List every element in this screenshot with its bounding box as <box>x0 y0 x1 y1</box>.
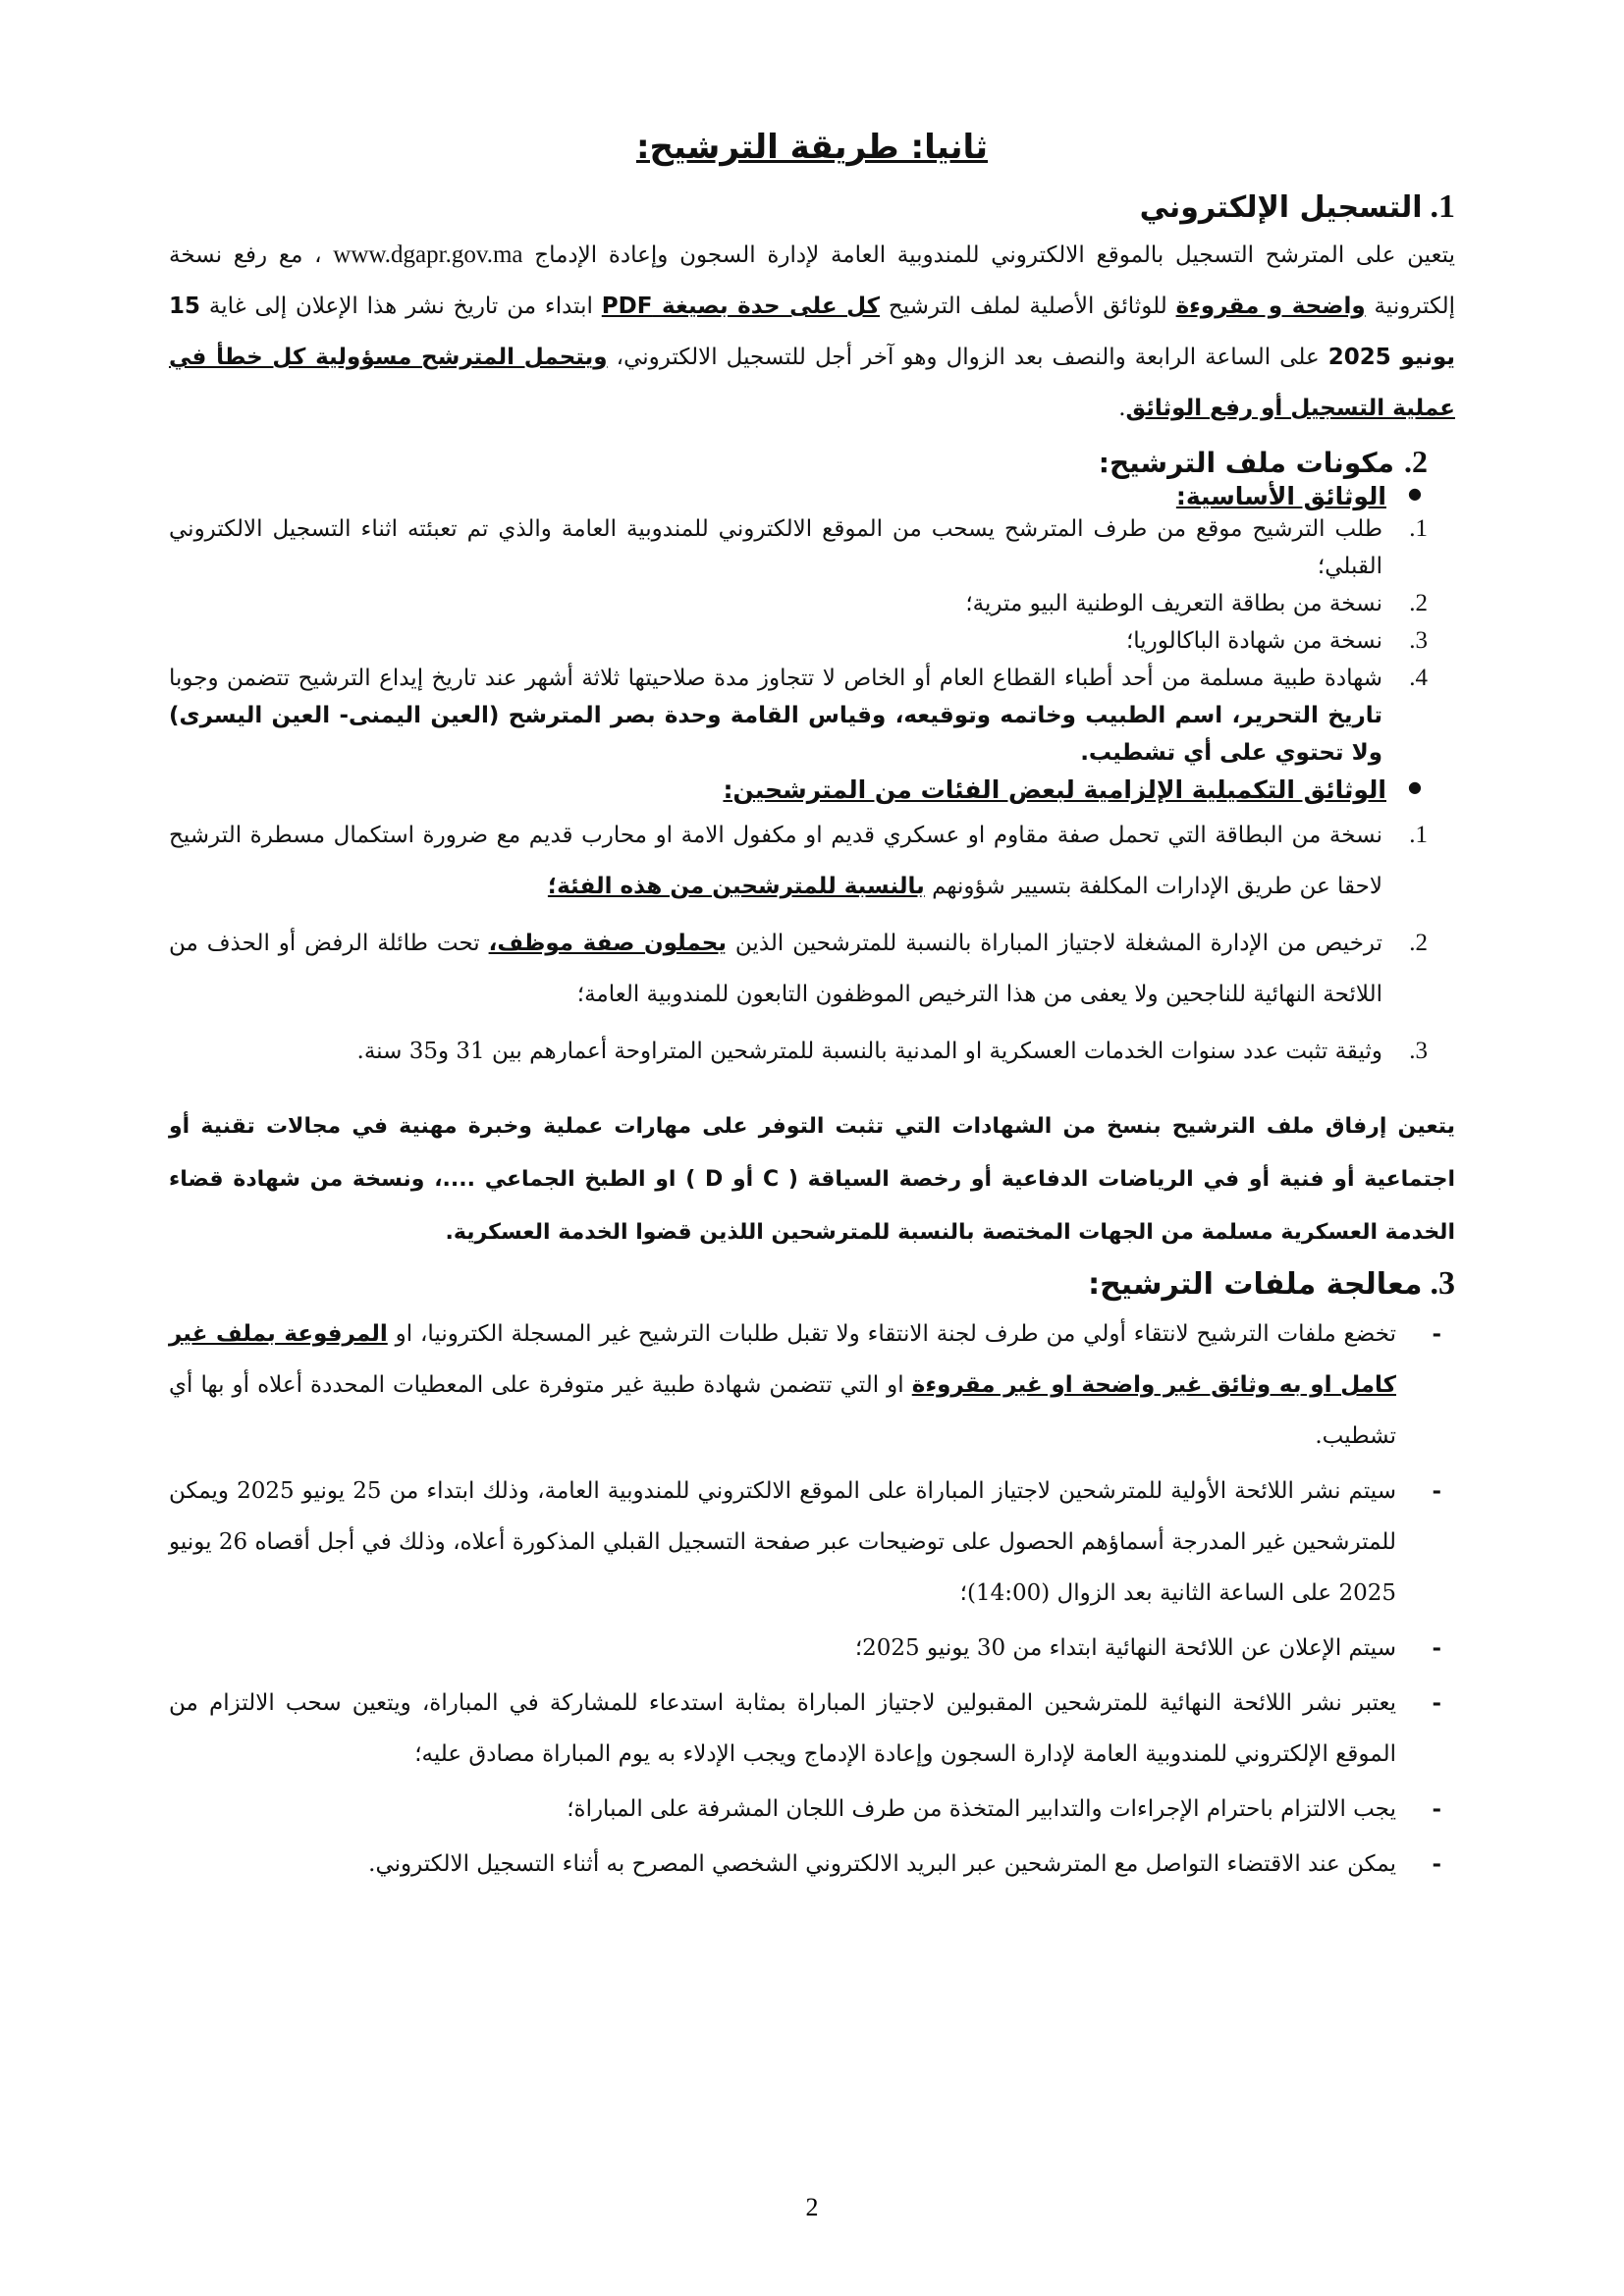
list-item <box>169 810 1428 912</box>
list-item <box>169 660 1428 772</box>
website-link[interactable]: www.dgapr.gov.ma <box>333 241 523 268</box>
list-item <box>169 585 1428 622</box>
item-number: 1. <box>1409 515 1428 542</box>
item-text: طلب الترشيح موقع من طرف المترشح يسحب من الموقع الالكتروني للمندوبية العامة والذي تم تعبئته اثناء التسجيل الالكتروني القبلي؛ <box>169 516 1382 579</box>
list-item <box>169 1308 1455 1462</box>
basic-docs-list <box>169 510 1428 772</box>
item-text: ترخيص من الإدارة المشغلة لاجتياز المباراة بالنسبة للمترشحين الذين <box>734 931 1383 956</box>
page-title: ثانيا: طريقة الترشيح: <box>635 128 989 167</box>
complementary-docs-list <box>169 810 1428 1077</box>
item-text: نسخة من بطاقة التعريف الوطنية البيو مترية؛ <box>965 591 1382 616</box>
bold-text: ويتحمل المترشح مسؤولية كل خطأ في عملية التسجيل أو رفع الوثائق <box>169 345 1455 421</box>
section3-number: 3. <box>1430 1265 1455 1302</box>
list-item: - يمكن عند الاقتضاء التواصل مع المترشحين عبر البريد الالكتروني الشخصي المصرح به أثناء التسجيل الالكتروني. <box>169 1839 1455 1890</box>
item-text: نسخة من شهادة الباكالوريا؛ <box>1125 628 1382 654</box>
item-number: 2. <box>1409 930 1428 956</box>
list-item <box>169 918 1428 1020</box>
bold-text: تاريخ التحرير، اسم الطبيب وخاتمه وتوقيعه، وقياس القامة وحدة بصر المترشح (العين اليمنى- العين اليسرى) ولا تحتوي على أي تشطيب. <box>169 703 1382 766</box>
deadline-date: 15 يونيو 2025 <box>169 294 1456 370</box>
text-run: ابتداء من تاريخ نشر هذا الإعلان إلى غاية <box>208 294 593 319</box>
list-item: - يعتبر نشر اللائحة النهائية للمترشحين المقبولين لاجتياز المباراة بمثابة استدعاء للمشاركة في المباراة، ويتعين سحب الالتزام من الموقع الإلكتروني للمندوبية العامة لإدارة السجون وإعادة الإدماج ويجب الإدلاء به يوم المباراة مصادق عليه؛ <box>169 1678 1455 1780</box>
item-text: او التي تتضمن شهادة طبية غير متوفرة على المعطيات المحددة أعلاه أو بها أي تشطيب. <box>169 1372 1396 1449</box>
list-item <box>169 1026 1428 1077</box>
bold-text: كل على حدة بصيغة PDF <box>601 294 881 319</box>
item-text: تحت طائلة الرفض أو الحذف من اللائحة النهائية للناجحين ولا يعفى من هذا الترخيص الموظفون التابعون للمندوبية العامة؛ <box>169 931 1382 1007</box>
bold-text: يحملون صفة موظف، <box>488 931 728 956</box>
attachment-note: يتعين إرفاق ملف الترشيح بنسخ من الشهادات التي تثبت التوفر على مهارات عملية وخبرة مهنية في مجالات تقنية أو اجتماعية أو فنية أو في الرياضات الدفاعية أو رخصة السياقة ( C أو D ) او الطبخ الجماعي ....، ونسخة من شهادة قضاء الخدمة العسكرية مسلمة من الجهات المختصة بالنسبة للمترشحين اللذين قضوا الخدمة العسكرية. <box>169 1114 1455 1245</box>
text-run: يتعين على المترشح التسجيل بالموقع الالكتروني للمندوبية العامة لإدارة السجون وإعادة الإدماج <box>534 242 1456 268</box>
section1-title: التسجيل الإلكتروني <box>1139 190 1423 225</box>
section2-heading <box>169 444 1428 480</box>
item-number: 3. <box>1409 627 1428 654</box>
text-run: للوثائق الأصلية لملف الترشيح <box>888 294 1167 319</box>
item-number: 4. <box>1409 665 1428 691</box>
list-item: - سيتم الإعلان عن اللائحة النهائية ابتداء من 30 يونيو 2025؛ <box>169 1623 1455 1674</box>
bold-text: المرفوعة بملف غير كامل او به وثائق غير واضحة او غير مقروءة <box>169 1321 1397 1398</box>
text-run: ، مع رفع نسخة إلكترونية <box>169 242 1456 319</box>
item-number: 2. <box>1409 590 1428 616</box>
section1-paragraph <box>169 230 1455 434</box>
section3-title: معالجة ملفات الترشيح: <box>1088 1267 1423 1302</box>
bold-text: واضحة و مقروءة <box>1175 294 1366 319</box>
list-item <box>169 510 1428 585</box>
section1-number: 1. <box>1430 188 1455 225</box>
processing-list <box>169 1308 1455 1890</box>
section1-heading <box>169 188 1455 226</box>
text-run: . <box>1118 396 1126 421</box>
item-text: نسخة من البطاقة التي تحمل صفة مقاوم او عسكري قديم او مكفول الامة او محارب قديم مع ضرورة استكمال مسطرة الترشيح لاحقا عن طريق الإدارات المكلفة بتسيير شؤونهم <box>169 823 1382 899</box>
item-number: 1. <box>1409 822 1428 848</box>
item-text: شهادة طبية مسلمة من أحد أطباء القطاع العام أو الخاص لا تتجاوز مدة صلاحيتها ثلاثة أشهر عند تاريخ إيداع الترشيح تتضمن وجوبا <box>169 666 1382 691</box>
bold-text: بالنسبة للمترشحين من هذه الفئة؛ <box>547 874 925 899</box>
text-run: على الساعة الرابعة والنصف بعد الزوال وهو آخر أجل للتسجيل الالكتروني، <box>616 345 1320 370</box>
list-item: - سيتم نشر اللائحة الأولية للمترشحين لاجتياز المباراة على الموقع الالكتروني للمندوبية العامة، وذلك ابتداء من 25 يونيو 2025 ويمكن للمترشحين غير المدرجة أسماؤهم الحصول على توضيحات عبر صفحة التسجيل القبلي المذكورة أعلاه، وذلك في أجل أقصاه 26 يونيو 2025 على الساعة الثانية بعد الزوال (14:00)؛ <box>169 1466 1455 1619</box>
page-number: 2 <box>805 2193 819 2221</box>
item-text: تخضع ملفات الترشيح لانتقاء أولي من طرف لجنة الانتقاء ولا تقبل طلبات الترشيح غير المسجلة الكترونيا، او <box>395 1321 1396 1347</box>
section2-title: مكونات ملف الترشيح: <box>1098 447 1394 479</box>
item-number: 3. <box>1409 1038 1428 1064</box>
complementary-docs-heading: ● الوثائق التكميلية الإلزامية لبعض الفئات من المترشحين: <box>169 775 1386 804</box>
list-item: - يجب الالتزام باحترام الإجراءات والتدابير المتخذة من طرف اللجان المشرفة على المباراة؛ <box>169 1784 1455 1835</box>
basic-docs-heading: ● الوثائق الأساسية: <box>169 482 1386 510</box>
item-text: وثيقة تثبت عدد سنوات الخدمات العسكرية او المدنية بالنسبة للمترشحين المتراوحة أعمارهم بين 31 و35 سنة. <box>356 1039 1382 1064</box>
list-item <box>169 622 1428 660</box>
section3-heading <box>169 1265 1455 1303</box>
section2-number: 2. <box>1404 444 1428 479</box>
